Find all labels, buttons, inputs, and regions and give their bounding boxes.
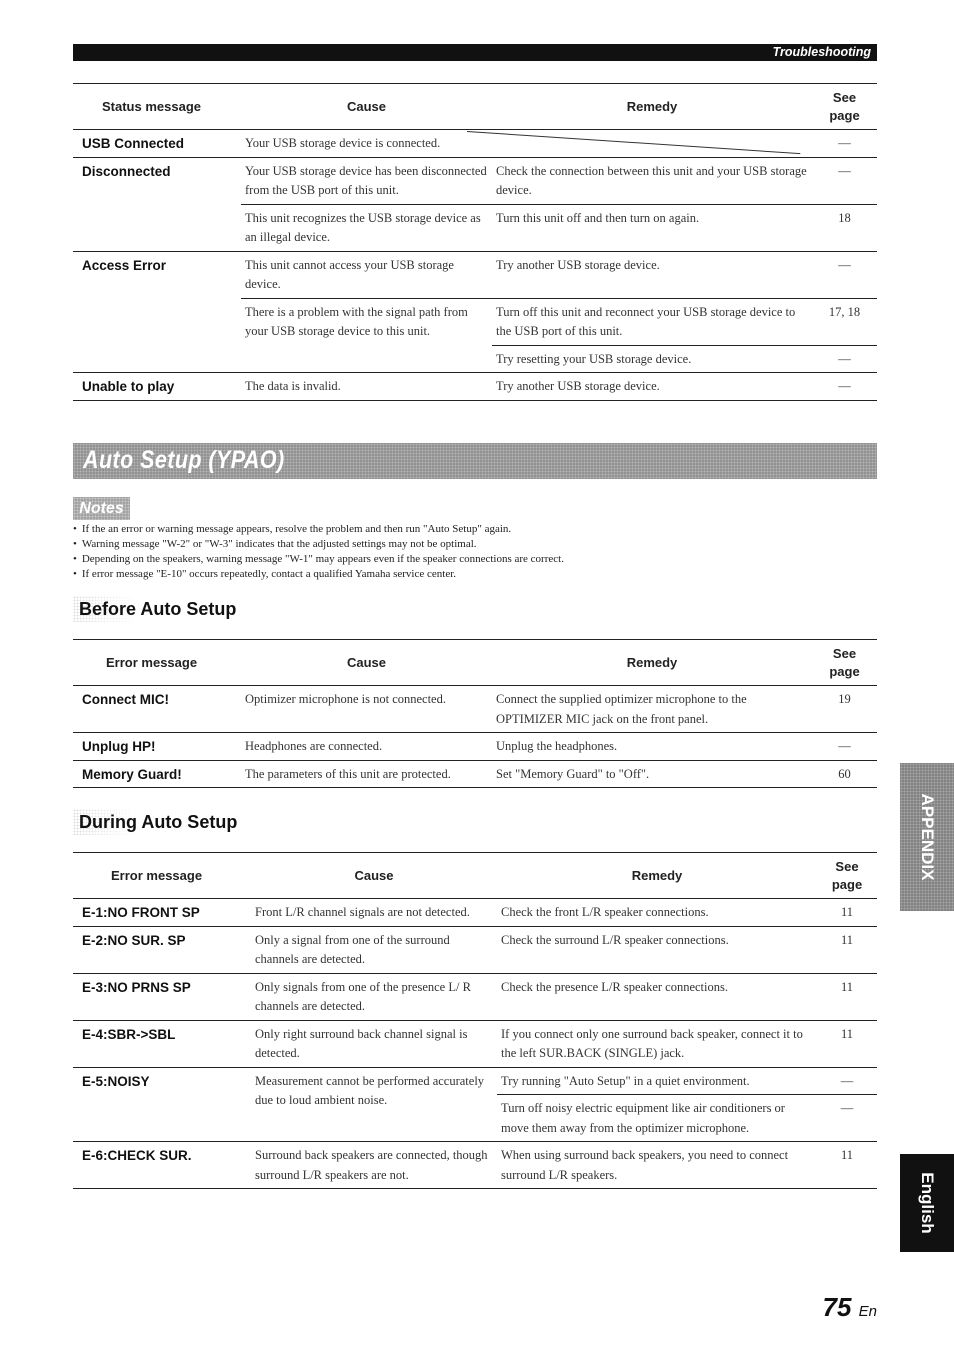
table-header-row <box>73 84 877 130</box>
status-disconnected: Disconnected <box>82 163 171 179</box>
col-error-header: Error message <box>111 867 203 883</box>
page-cell: 11 <box>840 905 854 919</box>
page-cell: 11 <box>840 1026 854 1041</box>
col-cause-header: Cause <box>354 867 394 883</box>
error-cell: E-4:SBR->SBL <box>82 1026 176 1042</box>
page-cell: — <box>838 257 851 272</box>
col-error-header: Error message <box>106 654 198 670</box>
remedy-cell: Check the presence L/R speaker connections. <box>501 979 728 994</box>
remedy-cell: Try another USB storage device. <box>496 257 660 272</box>
page-cell: — <box>838 379 851 393</box>
list-item: • If error message "E-10" occurs repeatedly, contact a qualified Yamaha service center. <box>73 567 873 582</box>
error-cell: E-3:NO PRNS SP <box>82 979 191 995</box>
subsection-heading <box>73 596 877 622</box>
col-cause-header: Cause <box>346 98 387 114</box>
page-cell: — <box>840 1073 854 1088</box>
page-cell: — <box>838 739 851 753</box>
page-cell: 17, 18 <box>812 298 877 345</box>
page-cell: — <box>812 345 877 373</box>
col-status-header: Status message <box>102 98 201 114</box>
page-cell: 60 <box>838 766 851 781</box>
error-cell: Memory Guard! <box>82 766 182 782</box>
page-number-value: 75 <box>822 1292 852 1322</box>
page-cell: — <box>838 163 851 178</box>
table-row <box>73 1020 877 1067</box>
col-remedy-header: Remedy <box>626 654 678 670</box>
cause-cell: Surround back speakers are connected, though surround L/R speakers are not. <box>255 1148 488 1182</box>
remedy-cell: If you connect only one surround back speaker, connect it to the left SUR.BACK (SINGLE) jack. <box>501 1026 803 1060</box>
during-auto-setup-table <box>73 852 877 1189</box>
table-row <box>73 973 877 1020</box>
page-cell: 18 <box>812 204 877 251</box>
cause-cell: Optimizer microphone is not connected. <box>245 692 446 706</box>
remedy-cell: Check the front L/R speaker connections. <box>501 905 709 919</box>
banner-title: Auto Setup (YPAO) <box>83 446 285 474</box>
list-item: • If the an error or warning message appears, resolve the problem and then run "Auto Setup" again. <box>73 522 873 537</box>
error-cell: E-1:NO FRONT SP <box>82 905 200 920</box>
page-number-suffix: En <box>858 1303 877 1320</box>
col-remedy-header: Remedy <box>631 867 683 883</box>
list-item: • Warning message "W-2" or "W-3" indicates that the adjusted settings may not be optimal. <box>73 537 873 552</box>
cause-cell: Headphones are connected. <box>245 739 383 753</box>
notes-list <box>73 522 873 582</box>
page-cell: — <box>817 1095 877 1142</box>
error-cell: E-5:NOISY <box>82 1073 150 1089</box>
remedy-cell: Check the surround L/R speaker connections. <box>501 932 729 947</box>
status-usb-connected: USB Connected <box>82 136 185 151</box>
cause-cell: Only signals from one of the presence L/ R channels are detected. <box>255 979 471 1013</box>
table-row <box>73 686 877 733</box>
page-cell: 19 <box>838 692 851 706</box>
remedy-cell: Connect the supplied optimizer microphone to the OPTIMIZER MIC jack on the front panel. <box>496 692 747 726</box>
error-cell: E-6:CHECK SUR. <box>82 1148 192 1163</box>
table-row <box>73 373 877 401</box>
error-cell: Connect MIC! <box>82 692 169 707</box>
page-cell: 11 <box>840 1148 854 1162</box>
remedy-cell: Turn off this unit and reconnect your USB storage device to the USB port of this unit. <box>492 298 812 345</box>
col-page-header: See page <box>831 858 863 892</box>
table-row <box>73 1142 877 1189</box>
cause-cell: The parameters of this unit are protected. <box>245 766 451 781</box>
cause-cell: Front L/R channel signals are not detected. <box>255 905 470 919</box>
table-row <box>73 760 877 788</box>
cause-cell: Your USB storage device is connected. <box>245 136 441 150</box>
cause-cell: Only a signal from one of the surround channels are detected. <box>255 932 450 966</box>
table-row <box>73 733 877 761</box>
cause-cell: The data is invalid. <box>245 379 341 393</box>
subsection-title: Before Auto Setup <box>79 599 237 619</box>
header-bar <box>73 44 877 61</box>
remedy-cell: Turn this unit off and then turn on again. <box>492 204 812 251</box>
section-label: Troubleshooting <box>772 45 871 59</box>
col-page-header: See page <box>829 89 860 123</box>
col-remedy-header: Remedy <box>626 98 678 114</box>
remedy-cell: Check the connection between this unit and your USB storage device. <box>496 163 807 197</box>
status-access-error: Access Error <box>82 257 167 273</box>
cause-cell: This unit cannot access your USB storage device. <box>245 257 454 291</box>
table-row <box>73 251 877 298</box>
english-tab-label: English <box>918 1172 937 1234</box>
remedy-cell: Try another USB storage device. <box>496 379 660 393</box>
table-row <box>73 899 877 927</box>
remedy-cell: Unplug the headphones. <box>496 739 618 753</box>
remedy-cell: Set "Memory Guard" to "Off". <box>496 766 650 781</box>
error-cell: E-2:NO SUR. SP <box>82 932 186 948</box>
notes-heading: Notes <box>73 497 130 520</box>
subsection-heading <box>73 809 877 835</box>
subsection-title: During Auto Setup <box>79 812 238 832</box>
cause-cell: Only right surround back channel signal is detected. <box>255 1026 468 1060</box>
cause-cell: Your USB storage device has been disconnected from the USB port of this unit. <box>245 163 487 197</box>
remedy-cell: Try running "Auto Setup" in a quiet environment. <box>501 1073 750 1088</box>
table-row <box>73 157 877 204</box>
appendix-tab-label: APPENDIX <box>918 793 937 881</box>
english-tab <box>900 1154 954 1252</box>
table-row <box>73 1067 877 1095</box>
table-row <box>73 130 877 158</box>
cause-cell: There is a problem with the signal path from your USB storage device to this unit. <box>241 298 492 373</box>
page-cell: 11 <box>840 932 854 947</box>
appendix-tab <box>900 763 954 911</box>
page-number <box>822 1292 877 1323</box>
cause-cell: Measurement cannot be performed accurately due to loud ambient noise. <box>255 1073 485 1107</box>
status-unable-to-play: Unable to play <box>82 379 175 394</box>
section-banner <box>73 443 877 479</box>
col-page-header: See page <box>829 645 860 679</box>
remedy-cell: When using surround back speakers, you need to connect surround L/R speakers. <box>501 1148 789 1182</box>
page-cell: — <box>838 136 851 150</box>
remedy-cell: Turn off noisy electric equipment like air conditioners or move them away from the optimizer microphone. <box>497 1095 817 1142</box>
error-cell: Unplug HP! <box>82 739 156 754</box>
table-header-row <box>73 640 877 686</box>
table-header-row <box>73 853 877 899</box>
page-cell: 11 <box>840 979 854 994</box>
cause-cell: This unit recognizes the USB storage device as an illegal device. <box>241 204 492 251</box>
remedy-cell: Try resetting your USB storage device. <box>492 345 812 373</box>
list-item: • Depending on the speakers, warning message "W-1" may appears even if the speaker connections are correct. <box>73 552 873 567</box>
table-row <box>73 926 877 973</box>
col-cause-header: Cause <box>346 654 387 670</box>
before-auto-setup-table <box>73 639 877 788</box>
